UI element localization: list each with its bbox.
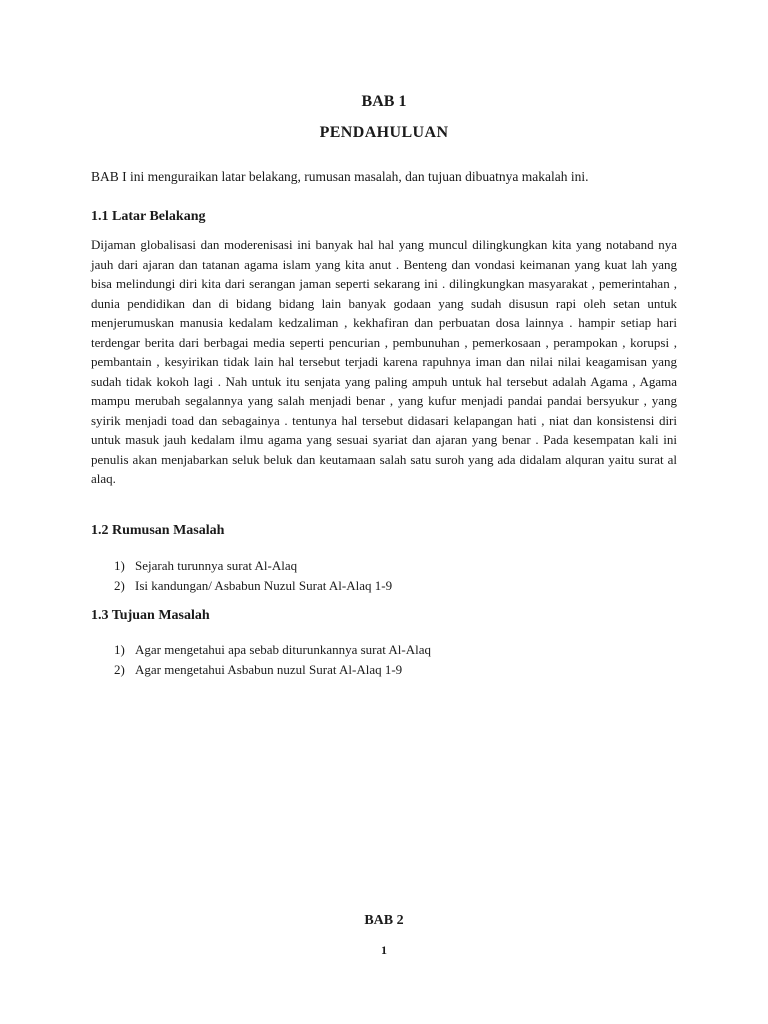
list-item bbox=[114, 576, 392, 596]
list-item bbox=[114, 660, 431, 680]
list-item-number: 1) bbox=[114, 642, 125, 657]
intro-text: BAB I ini menguraikan latar belakang, rumusan masalah, dan tujuan dibuatnya makalah ini. bbox=[91, 169, 589, 184]
list-item-number: 2) bbox=[114, 662, 125, 677]
tujuan-masalah-list bbox=[114, 640, 431, 680]
chapter-number: BAB 1 bbox=[361, 93, 407, 110]
list-item-text: Isi kandungan/ Asbabun Nuzul Surat Al-Alaq 1-9 bbox=[135, 578, 393, 593]
list-item-text: Sejarah turunnya surat Al-Alaq bbox=[135, 558, 298, 573]
chapter-title: PENDAHULUAN bbox=[319, 124, 449, 141]
list-item-number: 1) bbox=[114, 558, 125, 573]
list-item-number: 2) bbox=[114, 578, 125, 593]
list-item bbox=[114, 640, 431, 660]
list-item bbox=[114, 556, 392, 576]
section-heading-latar-belakang: 1.1 Latar Belakang bbox=[91, 209, 206, 224]
latar-belakang-paragraph: Dijaman globalisasi dan moderenisasi ini banyak hal hal yang muncul dilingkungkan kita yang notaband nya jauh dari ajaran dan tatanan agama islam yang kita anut . Benteng dan vondasi keimanan yang kuat lah yang bisa melindungi diri kita dari serangan jaman seperti sekarang ini . dilingkungkan masyarakat , pemerintahan , dunia pendidikan dan di bidang bidang lain banyak godaan yang sudah disusun rapi oleh setan untuk menjerumuskan manusia kedalam kedzaliman , kekhafiran dan perbuatan dosa lainnya . hampir setiap hari terdengar berita dari berbagai media seperti pencurian , pembunuhan , pemerkosaan , perampokan , korupsi , pembantain , kesyirikan tidak lain hal tersebut terjadi karena rapuhnya iman dan nilai nilai keagamisan yang sudah tidak kokoh lagi . Nah untuk itu senjata yang paling ampuh untuk hal tersebut adalah Agama , Agama mampu merubah segalannya yang salah menjadi benar , yang kufur menjadi pandai pandai bersyukur , yang syirik menjadi toad dan sebagainya . tentunya hal tersebut didasari kelapangan hati , niat dan konsistensi diri untuk masuk jauh kedalam ilmu agama yang sesuai syariat dan ajaran yang benar . Pada kesempatan kali ini penulis akan menjabarkan seluk beluk dan keutamaan salah satu suroh yang ada didalam alquran yaitu surat al alaq. bbox=[91, 237, 677, 486]
list-item-text: Agar mengetahui Asbabun nuzul Surat Al-Alaq 1-9 bbox=[135, 662, 403, 677]
list-item-text: Agar mengetahui apa sebab diturunkannya surat Al-Alaq bbox=[135, 642, 432, 657]
rumusan-masalah-list bbox=[114, 556, 392, 596]
section-heading-rumusan-masalah: 1.2 Rumusan Masalah bbox=[91, 523, 225, 538]
section-heading-tujuan-masalah: 1.3 Tujuan Masalah bbox=[91, 608, 210, 623]
page-number: 1 bbox=[381, 943, 387, 957]
next-chapter-heading: BAB 2 bbox=[364, 913, 404, 928]
